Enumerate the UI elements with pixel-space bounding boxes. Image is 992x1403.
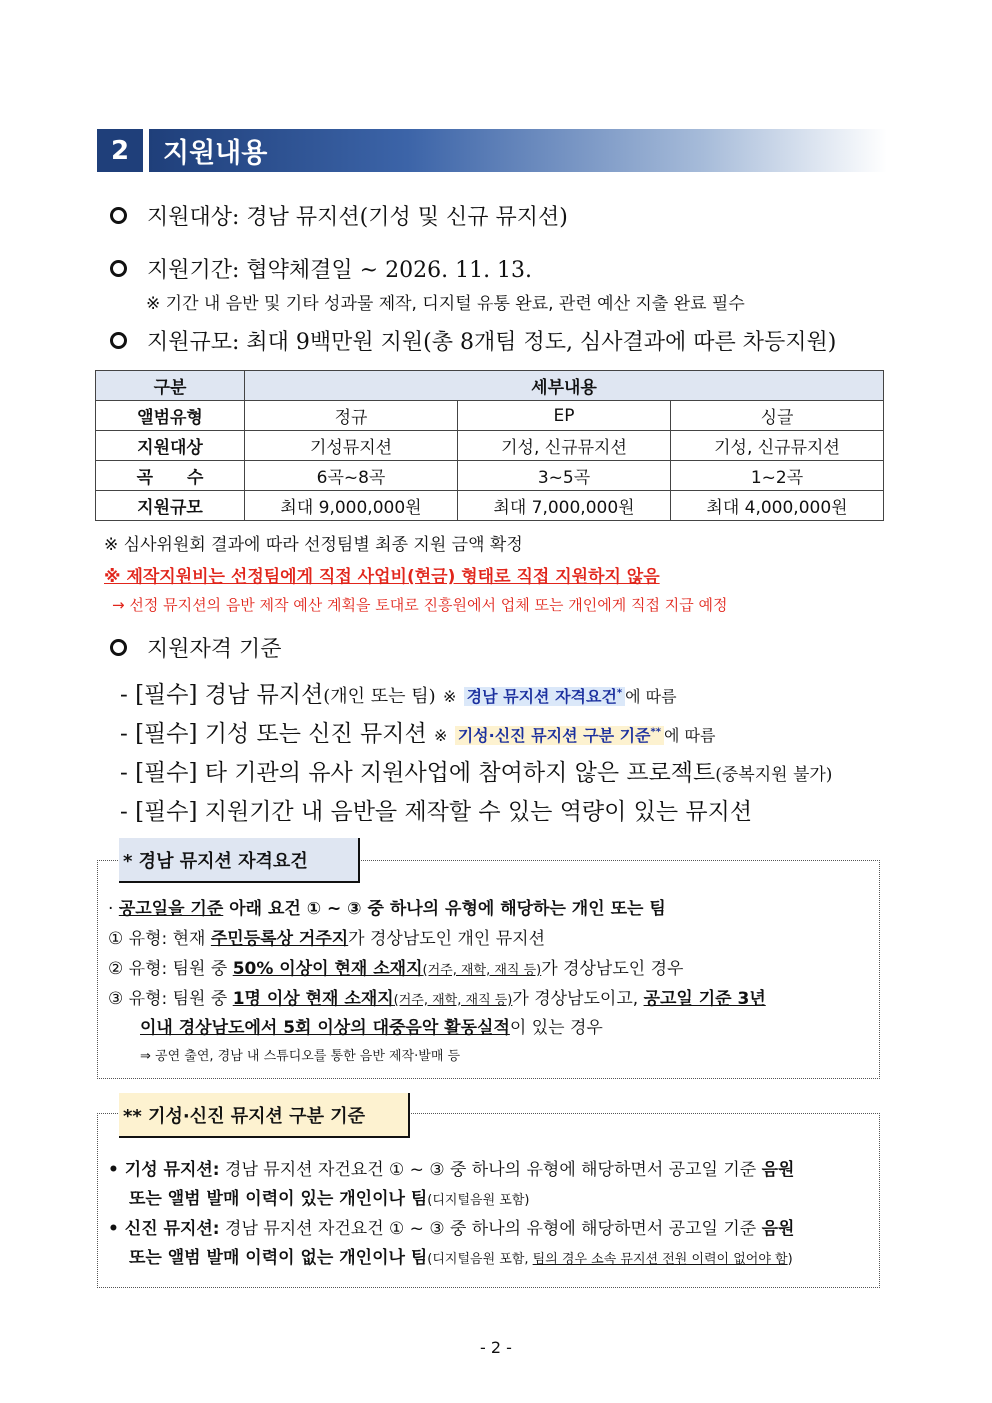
support-table: [95, 370, 884, 521]
table-row: 지원규모 최대 9,000,000원 최대 7,000,000원 최대 4,000,000원: [96, 491, 884, 521]
scale-line: 지원규모: 최대 9백만원 지원(총 8개팀 정도, 심사결과에 따른 차등지원): [110, 325, 836, 356]
page-number: - 2 -: [480, 1338, 512, 1357]
period-note: ※ 기간 내 음반 및 기타 성과물 제작, 디지털 유통 완료, 관련 예산 지출 완료 필수: [146, 294, 745, 314]
category-new-cont: 또는 앨범 발매 이력이 없는 개인이나 팀(디지털음원 포함, 팀의 경우 소속 뮤지션 전원 이력이 없어야 함): [129, 1248, 793, 1268]
category-established: • 기성 뮤지션: 경남 뮤지션 자건요건 ① ~ ③ 중 하나의 유형에 해당하면서 공고일 기준 음원: [108, 1160, 795, 1180]
target-line: 지원대상: 경남 뮤지션(기성 및 신규 뮤지션): [110, 200, 568, 231]
requirement-example: ⇒ 공연 출연, 경남 내 스튜디오를 통한 음반 제작·발매 등: [140, 1049, 461, 1064]
bullet-circle-icon: [110, 332, 127, 349]
section-title: 지원내용: [163, 138, 268, 169]
qualification-title: 지원자격 기준: [110, 632, 282, 663]
qualification-ref-1: 경남 뮤지션 자격요건*: [464, 687, 625, 706]
requirements-box-title: * 경남 뮤지션 자격요건: [119, 838, 360, 883]
period-line: 지원기간: 협약체결일 ~ 2026. 11. 13.: [110, 253, 532, 284]
requirement-type-2: ② 유형: 팀원 중 50% 이상이 현재 소재지(거주, 재학, 재직 등)가 경상남도인 경우: [108, 959, 684, 979]
requirements-intro: · 공고일을 기준 아래 요건 ① ~ ③ 중 하나의 유형에 해당하는 개인 또는 팀: [108, 899, 666, 919]
table-row: 곡 수 6곡~8곡 3~5곡 1~2곡: [96, 461, 884, 491]
qualification-item-3: - [필수] 타 기관의 유사 지원사업에 참여하지 않은 프로젝트(중복지원 불가): [120, 760, 833, 786]
category-box-title: ** 기성·신진 뮤지션 구분 기준: [119, 1093, 410, 1138]
table-header-right: 세부내용: [245, 371, 884, 401]
note-direct-pay: → 선정 뮤지션의 음반 제작 예산 계획을 토대로 진흥원에서 업체 또는 개인에게 직접 지급 예정: [112, 596, 728, 614]
bullet-circle-icon: [110, 260, 127, 277]
qualification-item-1: - [필수] 경남 뮤지션(개인 또는 팀) ※ 경남 뮤지션 자격요건* 에 따름: [120, 682, 677, 708]
note-no-cash: ※ 제작지원비는 선정팀에게 직접 사업비(현금) 형태로 직접 지원하지 않음: [104, 567, 660, 587]
note-review: ※ 심사위원회 결과에 따라 선정팀별 최종 지원 금액 확정: [104, 535, 523, 555]
bullet-circle-icon: [110, 639, 127, 656]
qualification-item-4: - [필수] 지원기간 내 음반을 제작할 수 있는 역량이 있는 뮤지션: [120, 799, 753, 825]
table-header-left: 구분: [96, 371, 245, 401]
category-new: • 신진 뮤지션: 경남 뮤지션 자건요건 ① ~ ③ 중 하나의 유형에 해당하면서 공고일 기준 음원: [108, 1219, 795, 1239]
requirement-type-3-cont: 이내 경상남도에서 5회 이상의 대중음악 활동실적이 있는 경우: [140, 1018, 603, 1038]
table-row: 지원대상 기성뮤지션 기성, 신규뮤지션 기성, 신규뮤지션: [96, 431, 884, 461]
bullet-circle-icon: [110, 207, 127, 224]
qualification-item-2: - [필수] 기성 또는 신진 뮤지션 ※ 기성·신진 뮤지션 구분 기준** 에 따름: [120, 721, 716, 747]
category-established-cont: 또는 앨범 발매 이력이 있는 개인이나 팀(디지털음원 포함): [129, 1189, 530, 1209]
section-header: [97, 129, 887, 172]
section-number: 2: [97, 129, 143, 172]
qualification-ref-2: 기성·신진 뮤지션 구분 기준**: [455, 726, 664, 745]
requirement-type-3: ③ 유형: 팀원 중 1명 이상 현재 소재지(거주, 재학, 재직 등)가 경상남도이고, 공고일 기준 3년: [108, 989, 766, 1009]
table-row: 앨범유형 정규 EP 싱글: [96, 401, 884, 431]
requirement-type-1: ① 유형: 현재 주민등록상 거주지가 경상남도인 개인 뮤지션: [108, 929, 546, 949]
